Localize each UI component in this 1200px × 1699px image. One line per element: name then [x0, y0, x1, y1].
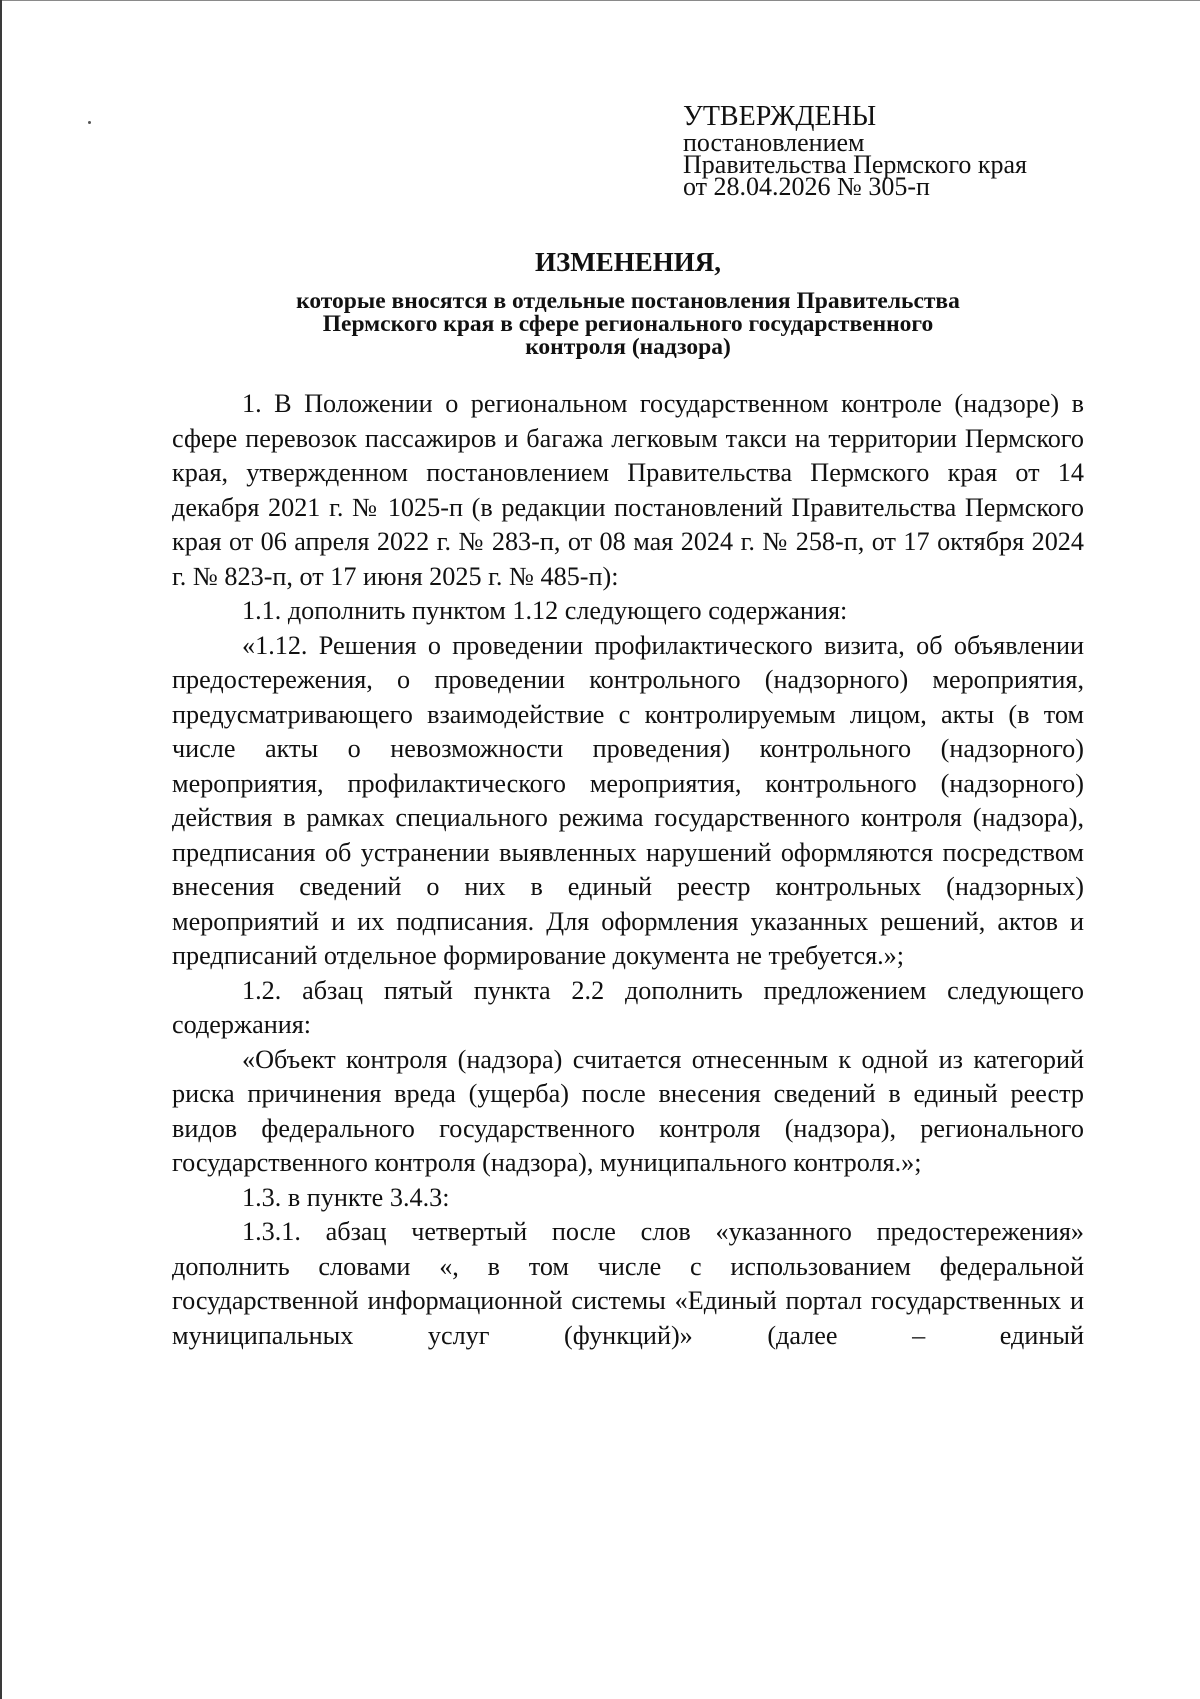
paragraph-1-1: 1.1. дополнить пунктом 1.12 следующего содержания: — [242, 596, 848, 625]
document-subtitle-line-1: которые вносятся в отдельные постановления Правительства — [296, 288, 960, 314]
paragraph-1-3-1: 1.3.1. абзац четвертый после слов «указанного предостережения» дополнить словами «, в том числе с использованием федеральной государственной информационной системы «Единый портал государственных и муниципальных услуг (функций)» (далее – единый — [172, 1217, 1084, 1350]
paragraph-1-2: 1.2. абзац пятый пункта 2.2 дополнить предложением следующего содержания: — [172, 975, 1084, 1039]
document-subtitle-line-2: Пермского края в сфере регионального государственного — [322, 311, 934, 337]
scan-edge-left — [0, 0, 2, 1699]
approval-line-3: от 28.04.2026 № 305-п — [683, 172, 930, 201]
approval-line-2: Правительства Пермского края — [683, 150, 1027, 179]
document-body — [172, 387, 1084, 1353]
document-title: ИЗМЕНЕНИЯ, — [534, 247, 721, 277]
approval-stamp-block — [683, 101, 1183, 201]
document-subtitle-line-3: контроля (надзора) — [525, 334, 731, 360]
paragraph-object-quote: «Объект контроля (надзора) считается отнесенным к одной из категорий риска причинения вреда (ущерба) после внесения сведений в единый реестр видов федерального государственного контроля (надзора), регионального государственного контроля (надзора), муниципального контроля.»; — [172, 1044, 1084, 1177]
paragraph-1: 1. В Положении о региональном государственном контроле (надзоре) в сфере перевозок пассажиров и багажа легковым такси на территории Пермского края, утвержденном постановлением Правительства Пермского края от 14 декабря 2021 г. № 1025-п (в редакции постановлений Правительства Пермского края от 06 апреля 2022 г. № 283-п, от 08 мая 2024 г. № 258-п, от 17 октября 2024 г. № 823-п, от 17 июня 2025 г. № 485-п): — [172, 389, 1084, 591]
scan-edge-top — [0, 0, 1200, 1]
approval-line-1: постановлением — [683, 128, 865, 157]
document-title-block — [172, 244, 1084, 359]
scan-speck — [88, 121, 91, 124]
paragraph-1-3: 1.3. в пункте 3.4.3: — [242, 1182, 450, 1212]
approval-heading: УТВЕРЖДЕНЫ — [683, 101, 877, 132]
paragraph-1-12-quote: «1.12. Решения о проведении профилактического визита, об объявлении предостережения, о проведении контрольного (надзорного) мероприятия, предусматривающего взаимодействие с контролируемым лицом, акты (в том числе акты о невозможности проведения) контрольного (надзорного) мероприятия, профилактического мероприятия, контрольного (надзорного) действия в рамках специального режима государственного контроля (надзора), предписания об устранении выявленных нарушений оформляются посредством внесения сведений о них в единый реестр контрольных (надзорных) мероприятий и их подписания. Для оформления указанных решений, актов и предписаний отдельное формирование документа не требуется.»; — [172, 630, 1084, 970]
